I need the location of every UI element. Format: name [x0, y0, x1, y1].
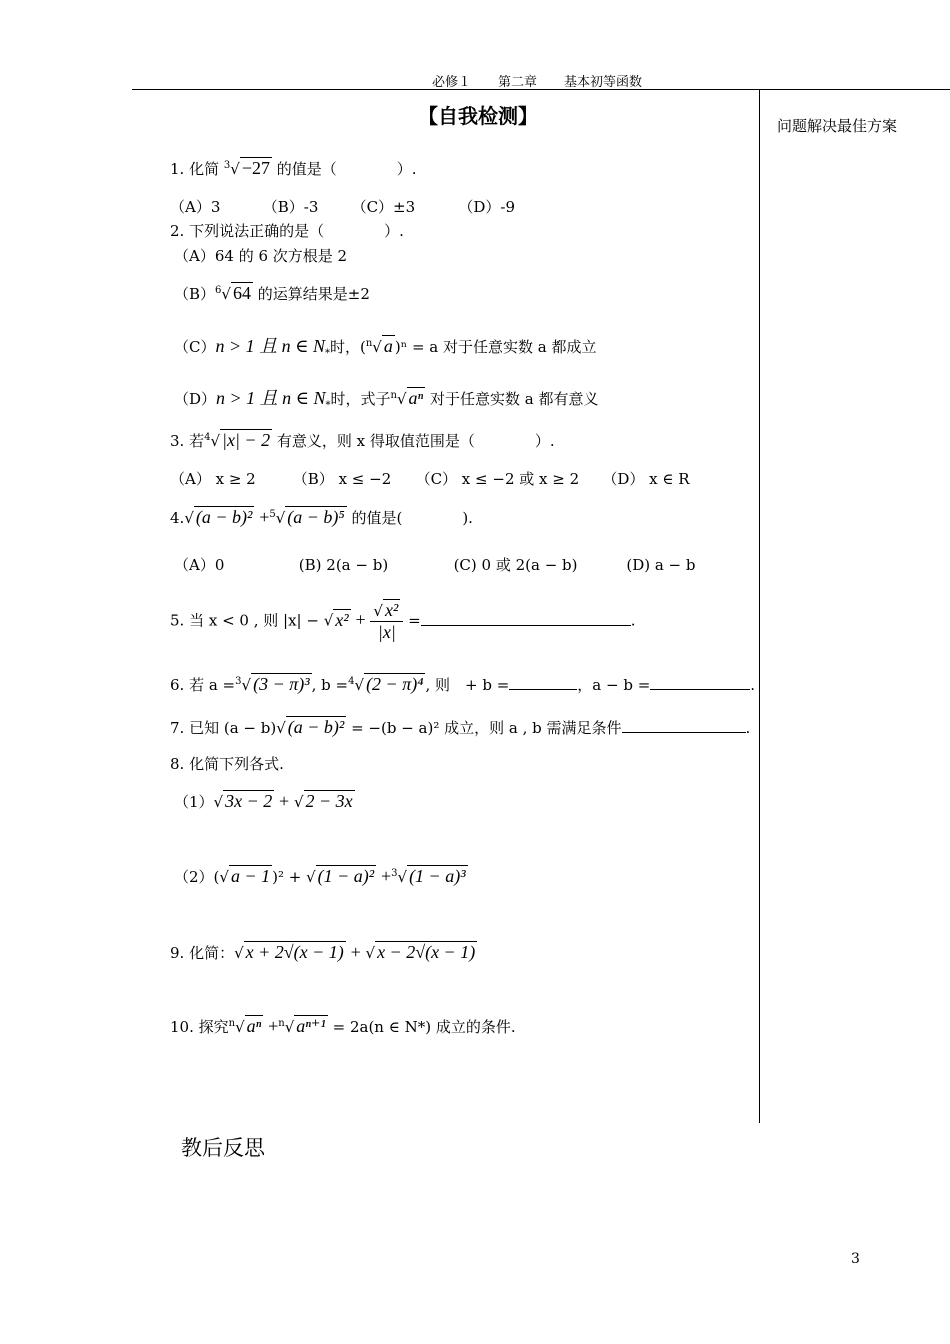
q10-tail: = 2a(n ∈ N*) 成立的条件.	[332, 1018, 516, 1036]
q4-rad1: (a − b)²	[195, 507, 253, 527]
q3-option-b: （B） x ≤ −2	[292, 470, 392, 488]
q8-p2-rad1: a − 1	[230, 866, 271, 886]
q6-label: 6. 若 a =	[170, 676, 236, 694]
q2-option-b: $(B)^6√$ 64 的运算结果是±2	[174, 283, 370, 303]
q2-b-prefix: （B）	[174, 285, 216, 303]
q8-p2-plus: +	[380, 866, 392, 886]
q5-end: .	[630, 611, 636, 630]
q2-c-mid: 时，(	[329, 338, 366, 356]
q2-c-rad: a	[383, 336, 393, 356]
q4-option-d: (D) a − b	[626, 556, 696, 574]
q8-p2-prefix: （2）(	[174, 868, 220, 886]
q4-label: 4.	[170, 509, 185, 527]
q5-equals: =	[408, 611, 421, 630]
q5-frac-num: x²	[384, 600, 399, 620]
page-number: 3	[851, 1251, 860, 1267]
q8-p1-rad2: 2 − 3x	[305, 791, 353, 811]
q1-label: 1. 化简	[170, 160, 220, 178]
q3-text: 有意义，则 x 得取值范围是（ ）.	[276, 432, 555, 450]
q5-fraction: $\frac{\text{√ x²}}{|x|}$	[370, 600, 403, 643]
q5-plus: +	[355, 609, 366, 630]
header-rule	[132, 89, 950, 90]
q6-rad2: (2 − π)⁴	[366, 674, 424, 694]
q1-option-d: （D）-9	[458, 198, 515, 216]
q8-label: 8. 化简下列各式.	[170, 755, 284, 773]
q5-answer-blank[interactable]	[421, 611, 631, 626]
q2-d-prefix: （D）	[174, 390, 217, 408]
q9-rad2: x − 2√(x − 1)	[377, 942, 476, 962]
question-3: 3. 若$^4$√ |x| − 2 有意义，则 x 得取值范围是（ ）.	[170, 430, 555, 450]
q1-option-c: （C）±3	[351, 198, 416, 216]
question-9: 9. 化简：√ x + 2√(x − 1) + √ x − 2√(x − 1)	[170, 942, 476, 962]
question-10: 10. 探究$^n$√ aⁿ +$^n$√ aⁿ⁺¹ = 2a(n ∈ N*) 成立的条件.	[170, 1016, 516, 1036]
question-5: 5. 当 x < 0 , 则 |x| − √ x² + $\frac{\text{√ x²}}{|x|}$ = .	[170, 600, 636, 642]
q5-frac-den: |x|	[377, 622, 396, 642]
q10-plus: +	[268, 1016, 279, 1036]
q2-option-a: （A）64 的 6 次方根是 2	[174, 247, 348, 265]
q7-tail: = −(b − a)² 成立，则 a , b 需满足条件	[351, 719, 622, 737]
q2-option-d: （D）n > 1 且 n ∈ $N_*$时，式子$^n$√ aⁿ 对于任意实数 a 都有意义	[174, 388, 599, 411]
q10-rad1: aⁿ	[246, 1016, 262, 1036]
q8-part-1: （1）√ 3x − 2 + √ 2 − 3x	[174, 791, 353, 811]
q6-rad1: (3 − π)³	[253, 674, 310, 694]
q2-c-prefix: （C）	[174, 338, 216, 356]
q7-rad: (a − b)²	[287, 717, 345, 737]
q6-blank-diff[interactable]	[650, 675, 750, 690]
q8-p1-rad1: 3x − 2	[225, 791, 273, 811]
header-chapter: 第二章	[498, 75, 538, 90]
question-7: 7. 已知 (a − b)√ (a − b)² = −(b − a)² 成立，则 a , b 需满足条件 .	[170, 717, 751, 737]
q2-c-tail: )ⁿ = a 对于任意实数 a 都成立	[394, 338, 597, 356]
question-4: 4.√ (a − b)² +$^5$√ (a − b)⁵ 的值是( ).	[170, 507, 473, 527]
q2-b-radical: 64	[232, 283, 251, 303]
q4-rad2: (a − b)⁵	[287, 507, 345, 527]
reflection-heading: 教后反思	[181, 1136, 265, 1160]
q3-option-a: （A） x ≥ 2	[170, 470, 256, 488]
q3-radical: |x| − 2	[222, 430, 271, 450]
q3-options	[170, 468, 690, 489]
q7-label: 7. 已知 (a − b)	[170, 719, 277, 737]
q3-option-c: （C） x ≤ −2 或 x ≥ 2	[415, 470, 580, 488]
q4-plus: +	[259, 507, 270, 527]
q2-d-mid: 时，式子	[330, 390, 391, 408]
q6-sep: ，a − b =	[577, 676, 651, 694]
side-column-title: 问题解决最佳方案	[777, 117, 898, 135]
q2-label: 2. 下列说法正确的是（ ）.	[170, 222, 404, 240]
question-1: 1. 化简 $^3$√ −27 的值是（ ）.	[170, 158, 417, 178]
q8-p2-mid: )² +	[272, 868, 302, 886]
q6-blank-sum[interactable]	[509, 675, 577, 690]
q4-option-c: (C) 0 或 2(a − b)	[453, 556, 578, 574]
q1-option-a: （A）3	[170, 198, 221, 216]
q1-options	[170, 196, 515, 217]
q5-rad: x²	[335, 609, 349, 630]
q2-d-rad: aⁿ	[408, 388, 424, 408]
q1-radical: −27	[241, 158, 270, 178]
q10-rad2: aⁿ⁺¹	[296, 1016, 326, 1036]
q2-d-tail: 对于任意实数 a 都有意义	[430, 390, 599, 408]
q4-options	[174, 554, 696, 575]
q5-label: 5. 当 x < 0 , 则 |x| −	[170, 611, 319, 630]
q4-option-a: （A）0	[174, 556, 225, 574]
q2-d-cond: n > 1 且 n ∈ N	[216, 388, 326, 408]
q6-mid: , b =	[311, 676, 349, 694]
q3-option-d: （D） x ∈ R	[602, 470, 690, 488]
q8-p2-rad3: (1 − a)³	[409, 866, 466, 886]
q1-text: 的值是（ ）.	[276, 160, 417, 178]
q8-p2-rad2: (1 − a)²	[317, 866, 375, 886]
q9-plus: +	[350, 942, 361, 962]
q8-p1-plus: +	[279, 791, 290, 811]
q2-b-text: 的运算结果是±2	[257, 285, 370, 303]
q10-label: 10. 探究	[170, 1018, 229, 1036]
q3-label: 3. 若	[170, 432, 205, 450]
section-title: 【自我检测】	[418, 104, 538, 128]
q8-part-2: （2）(√ a − 1 )² + √ (1 − a)² +$^3$√ (1 − a)³	[174, 866, 466, 886]
q2-option-c: （C）n > 1 且 n ∈ $N_*$时，($^n$√ a )ⁿ = a 对于任意实数 a 都成立	[174, 336, 597, 359]
q7-end: .	[745, 719, 751, 737]
side-column-divider	[759, 89, 760, 1123]
question-6: 6. 若 a =$^3$√ (3 − π)³ , b =$^4$√ (2 − π)⁴ , 则 + b = ，a − b = .	[170, 674, 756, 694]
q6-tail: , 则 + b =	[425, 676, 510, 694]
q7-answer-blank[interactable]	[622, 718, 746, 733]
header-topic: 基本初等函数	[564, 75, 643, 90]
q1-option-b: （B）-3	[262, 198, 319, 216]
q8-p1-prefix: （1）	[174, 793, 214, 811]
q9-label: 9. 化简：	[170, 944, 235, 962]
q4-text: 的值是( ).	[351, 509, 473, 527]
q6-end: .	[750, 676, 756, 694]
q9-rad1: x + 2√(x − 1)	[245, 942, 344, 962]
q4-option-b: (B) 2(a − b)	[298, 556, 389, 574]
header-course: 必修１	[432, 75, 472, 90]
q2-c-cond: n > 1 且 n ∈ N	[215, 336, 325, 356]
